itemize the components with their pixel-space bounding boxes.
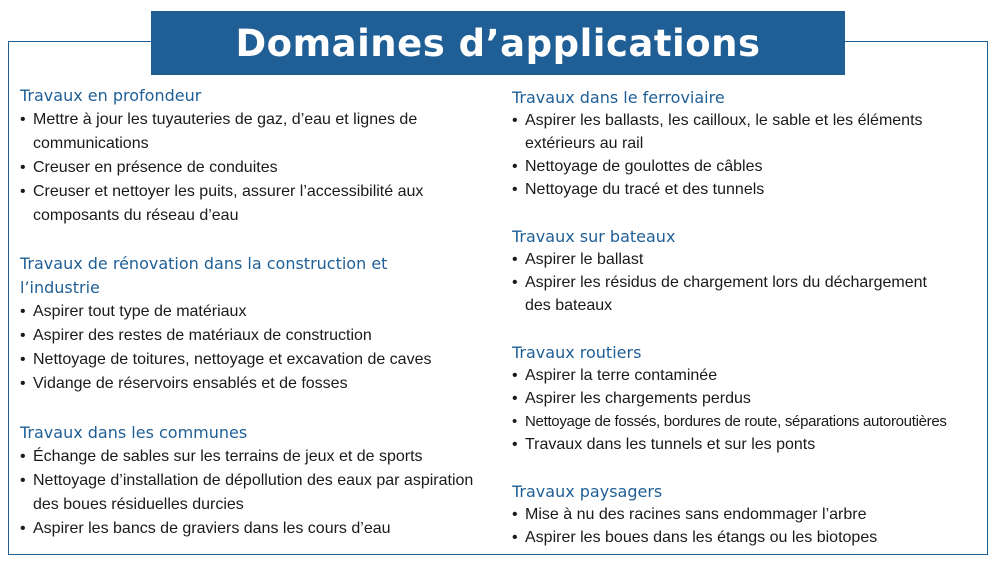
list-item: • Vidange de réservoirs ensablés et de fosses — [20, 372, 490, 396]
list-item: • Nettoyage de fossés, bordures de route, séparations autoroutières — [512, 410, 982, 433]
section-heading: Travaux paysagers — [512, 482, 663, 501]
section-travaux-dans-les-communes — [20, 421, 490, 541]
bullet-list — [20, 445, 490, 541]
list-item: • Mettre à jour les tuyauteries de gaz, d’eau et lignes de communications — [20, 108, 490, 156]
list-item: • Aspirer tout type de matériaux — [20, 300, 490, 324]
right-column — [512, 86, 982, 549]
list-item: • Creuser et nettoyer les puits, assurer l’accessibilité aux composants du réseau d’eau — [20, 180, 490, 228]
bullet-list — [512, 248, 982, 317]
list-item: • Aspirer les ballasts, les cailloux, le sable et les éléments extérieurs au rail — [512, 109, 945, 155]
bullet-list — [20, 300, 490, 396]
list-item: • Aspirer la terre contaminée — [512, 364, 982, 387]
left-column — [20, 84, 490, 541]
bullet-list — [20, 108, 490, 228]
list-item: • Mise à nu des racines sans endommager l’arbre — [512, 503, 982, 526]
section-heading: Travaux sur bateaux — [512, 227, 676, 246]
section-travaux-sur-bateaux — [512, 225, 982, 317]
list-item: • Aspirer les chargements perdus — [512, 387, 982, 410]
list-item: • Aspirer les résidus de chargement lors du déchargement des bateaux — [512, 271, 945, 317]
section-heading: Travaux routiers — [512, 343, 642, 362]
section-travaux-routiers — [512, 341, 982, 456]
list-item: • Aspirer le ballast — [512, 248, 982, 271]
section-heading: Travaux dans le ferroviaire — [512, 88, 725, 107]
section-travaux-de-renovation — [20, 252, 490, 396]
list-item: • Travaux dans les tunnels et sur les ponts — [512, 433, 982, 456]
title-banner — [151, 11, 845, 75]
list-item: • Aspirer les boues dans les étangs ou les biotopes — [512, 526, 982, 549]
list-item: • Nettoyage d’installation de dépollution des eaux par aspiration des boues résiduelles durcies — [20, 469, 490, 517]
list-item: • Creuser en présence de conduites — [20, 156, 490, 180]
bullet-list — [512, 503, 982, 549]
bullet-list — [512, 109, 982, 201]
list-item: • Aspirer les bancs de graviers dans les cours d’eau — [20, 517, 490, 541]
section-travaux-en-profondeur — [20, 84, 490, 228]
list-item: • Échange de sables sur les terrains de jeux et de sports — [20, 445, 490, 469]
section-travaux-paysagers — [512, 480, 982, 549]
bullet-list — [512, 364, 982, 456]
list-item: • Nettoyage de toitures, nettoyage et excavation de caves — [20, 348, 490, 372]
list-item: • Nettoyage de goulottes de câbles — [512, 155, 982, 178]
section-heading: Travaux en profondeur — [20, 86, 202, 105]
section-heading: Travaux de rénovation dans la construction et l’industrie — [20, 254, 388, 297]
section-heading: Travaux dans les communes — [20, 423, 248, 442]
page-title: Domaines d’applications — [235, 21, 761, 65]
section-travaux-ferroviaire — [512, 86, 982, 201]
list-item: • Aspirer des restes de matériaux de construction — [20, 324, 490, 348]
list-item: • Nettoyage du tracé et des tunnels — [512, 178, 982, 201]
